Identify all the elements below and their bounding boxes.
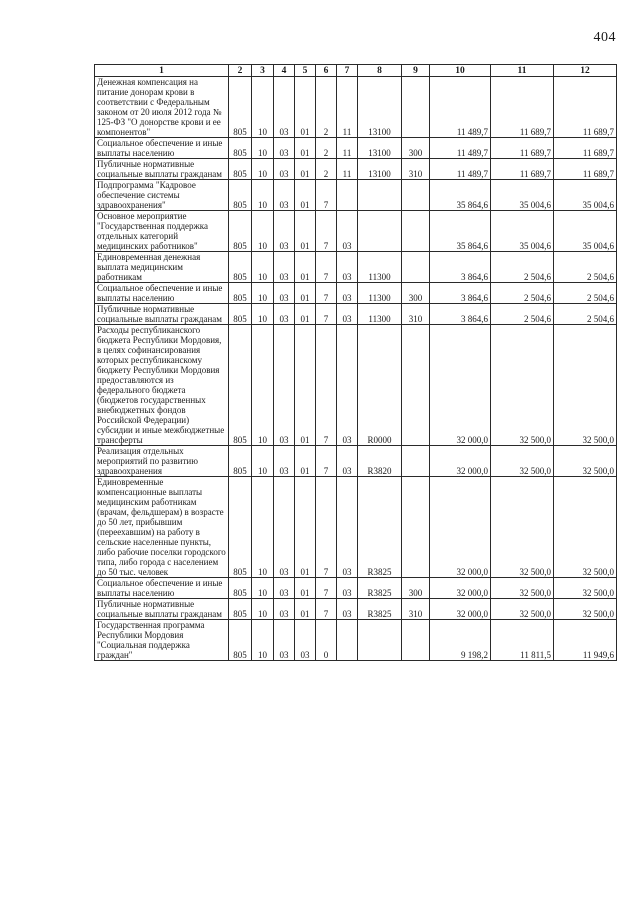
- cell-amount-year-2: 32 500,0: [491, 477, 554, 578]
- cell-amount-year-1: 11 489,7: [430, 77, 491, 138]
- cell-subprogram: 0: [316, 620, 337, 661]
- cell-event: 03: [337, 325, 358, 446]
- column-header-4: 4: [274, 65, 295, 77]
- table-row: [95, 159, 617, 180]
- cell-section: 10: [252, 578, 274, 599]
- budget-table: [94, 64, 617, 661]
- table-row: [95, 578, 617, 599]
- cell-amount-year-3: 35 004,6: [554, 180, 617, 211]
- column-header-10: 10: [430, 65, 491, 77]
- cell-amount-year-2: 11 689,7: [491, 159, 554, 180]
- cell-event: 03: [337, 446, 358, 477]
- cell-event: 11: [337, 159, 358, 180]
- cell-amount-year-3: 32 500,0: [554, 599, 617, 620]
- column-header-2: 2: [229, 65, 252, 77]
- cell-subsection: 03: [274, 325, 295, 446]
- column-header-3: 3: [252, 65, 274, 77]
- cell-expense-type: [402, 620, 430, 661]
- table-row: [95, 446, 617, 477]
- cell-amount-year-1: 35 864,6: [430, 180, 491, 211]
- cell-expense-type: [402, 252, 430, 283]
- cell-amount-year-1: 3 864,6: [430, 283, 491, 304]
- cell-event: 03: [337, 211, 358, 252]
- cell-expense-type: 300: [402, 578, 430, 599]
- cell-ved: 805: [229, 180, 252, 211]
- cell-amount-year-1: 3 864,6: [430, 252, 491, 283]
- cell-expense-type: 310: [402, 159, 430, 180]
- cell-program: 01: [295, 138, 316, 159]
- cell-subprogram: 7: [316, 446, 337, 477]
- cell-expense-type: 300: [402, 138, 430, 159]
- cell-ved: 805: [229, 159, 252, 180]
- cell-section: 10: [252, 304, 274, 325]
- cell-section: 10: [252, 159, 274, 180]
- cell-event: 03: [337, 599, 358, 620]
- cell-amount-year-2: 32 500,0: [491, 325, 554, 446]
- column-header-6: 6: [316, 65, 337, 77]
- cell-section: 10: [252, 477, 274, 578]
- column-header-9: 9: [402, 65, 430, 77]
- cell-event: 11: [337, 138, 358, 159]
- cell-subprogram: 2: [316, 138, 337, 159]
- cell-amount-year-2: 2 504,6: [491, 252, 554, 283]
- table-row: [95, 180, 617, 211]
- cell-subsection: 03: [274, 283, 295, 304]
- cell-expense-type: [402, 446, 430, 477]
- cell-ved: 805: [229, 477, 252, 578]
- cell-program: 01: [295, 283, 316, 304]
- cell-direction: 11300: [358, 252, 402, 283]
- cell-program: 01: [295, 599, 316, 620]
- cell-amount-year-3: 2 504,6: [554, 304, 617, 325]
- cell-subsection: 03: [274, 477, 295, 578]
- row-name: Единовременная денежная выплата медицинским работникам: [95, 252, 229, 283]
- cell-subsection: 03: [274, 180, 295, 211]
- cell-subsection: 03: [274, 77, 295, 138]
- cell-subsection: 03: [274, 578, 295, 599]
- cell-subprogram: 7: [316, 211, 337, 252]
- cell-section: 10: [252, 252, 274, 283]
- cell-subprogram: 7: [316, 599, 337, 620]
- cell-expense-type: [402, 477, 430, 578]
- cell-ved: 805: [229, 599, 252, 620]
- row-name: Публичные нормативные социальные выплаты гражданам: [95, 599, 229, 620]
- cell-amount-year-3: 11 949,6: [554, 620, 617, 661]
- cell-amount-year-2: 2 504,6: [491, 283, 554, 304]
- cell-event: 11: [337, 77, 358, 138]
- row-name: Социальное обеспечение и иные выплаты населению: [95, 138, 229, 159]
- cell-event: 03: [337, 477, 358, 578]
- column-header-11: 11: [491, 65, 554, 77]
- cell-program: 01: [295, 77, 316, 138]
- cell-amount-year-1: 11 489,7: [430, 138, 491, 159]
- cell-direction: [358, 620, 402, 661]
- cell-ved: 805: [229, 446, 252, 477]
- cell-subsection: 03: [274, 446, 295, 477]
- cell-direction: R3825: [358, 477, 402, 578]
- cell-amount-year-1: 35 864,6: [430, 211, 491, 252]
- cell-subsection: 03: [274, 620, 295, 661]
- cell-program: 01: [295, 180, 316, 211]
- cell-event: 03: [337, 283, 358, 304]
- cell-program: 01: [295, 304, 316, 325]
- cell-ved: 805: [229, 325, 252, 446]
- cell-ved: 805: [229, 138, 252, 159]
- cell-amount-year-3: 32 500,0: [554, 477, 617, 578]
- table-row: [95, 211, 617, 252]
- cell-amount-year-2: 11 811,5: [491, 620, 554, 661]
- row-name: Публичные нормативные социальные выплаты гражданам: [95, 159, 229, 180]
- table-body: [95, 77, 617, 661]
- cell-amount-year-3: 11 689,7: [554, 159, 617, 180]
- cell-amount-year-3: 11 689,7: [554, 138, 617, 159]
- cell-subprogram: 2: [316, 77, 337, 138]
- cell-expense-type: [402, 211, 430, 252]
- table-row: [95, 325, 617, 446]
- cell-expense-type: 310: [402, 304, 430, 325]
- cell-amount-year-1: 32 000,0: [430, 446, 491, 477]
- cell-amount-year-1: 32 000,0: [430, 599, 491, 620]
- table-row: [95, 477, 617, 578]
- cell-amount-year-2: 35 004,6: [491, 180, 554, 211]
- cell-amount-year-2: 32 500,0: [491, 578, 554, 599]
- cell-direction: 13100: [358, 159, 402, 180]
- cell-amount-year-3: 2 504,6: [554, 283, 617, 304]
- cell-amount-year-1: 32 000,0: [430, 325, 491, 446]
- cell-event: 03: [337, 578, 358, 599]
- column-header-7: 7: [337, 65, 358, 77]
- cell-amount-year-2: 2 504,6: [491, 304, 554, 325]
- cell-subprogram: 2: [316, 159, 337, 180]
- cell-section: 10: [252, 211, 274, 252]
- cell-direction: 13100: [358, 138, 402, 159]
- column-header-12: 12: [554, 65, 617, 77]
- table-row: [95, 620, 617, 661]
- cell-event: 03: [337, 304, 358, 325]
- cell-amount-year-3: 32 500,0: [554, 325, 617, 446]
- row-name: Расходы республиканского бюджета Республики Мордовия, в целях софинансирования которых республиканскому бюджету Республики Мордовия предоставляются из федерального бюджета (бюджетов государственных внебюджетных фондов Российской Федерации) субсидии и иные межбюджетные трансферты: [95, 325, 229, 446]
- cell-amount-year-3: 32 500,0: [554, 578, 617, 599]
- cell-section: 10: [252, 138, 274, 159]
- cell-program: 01: [295, 578, 316, 599]
- cell-amount-year-3: 2 504,6: [554, 252, 617, 283]
- cell-program: 01: [295, 477, 316, 578]
- table-header-row: [95, 65, 617, 77]
- cell-amount-year-2: 11 689,7: [491, 77, 554, 138]
- row-name: Единовременные компенсационные выплаты медицинским работникам (врачам, фельдшерам) в возрасте до 50 лет, прибывшим (переехавшим) на работу в сельские населенные пункты, либо рабочие поселки городского типа, либо города с населением до 50 тыс. человек: [95, 477, 229, 578]
- cell-amount-year-2: 32 500,0: [491, 599, 554, 620]
- cell-subprogram: 7: [316, 180, 337, 211]
- cell-program: 01: [295, 159, 316, 180]
- page-number: 404: [593, 30, 616, 45]
- cell-section: 10: [252, 620, 274, 661]
- cell-subsection: 03: [274, 599, 295, 620]
- cell-ved: 805: [229, 252, 252, 283]
- cell-direction: [358, 180, 402, 211]
- row-name: Денежная компенсация на питание донорам крови в соответствии с Федеральным законом от 20 июля 2012 года № 125-ФЗ "О донорстве крови и ее компонентов": [95, 77, 229, 138]
- cell-section: 10: [252, 599, 274, 620]
- cell-expense-type: 310: [402, 599, 430, 620]
- cell-ved: 805: [229, 283, 252, 304]
- cell-section: 10: [252, 180, 274, 211]
- cell-direction: R3825: [358, 599, 402, 620]
- row-name: Публичные нормативные социальные выплаты гражданам: [95, 304, 229, 325]
- cell-program: 01: [295, 325, 316, 446]
- row-name: Социальное обеспечение и иные выплаты населению: [95, 578, 229, 599]
- cell-ved: 805: [229, 620, 252, 661]
- cell-amount-year-1: 11 489,7: [430, 159, 491, 180]
- table-row: [95, 599, 617, 620]
- cell-program: 01: [295, 252, 316, 283]
- row-name: Социальное обеспечение и иные выплаты населению: [95, 283, 229, 304]
- cell-program: 03: [295, 620, 316, 661]
- cell-program: 01: [295, 446, 316, 477]
- row-name: Государственная программа Республики Мордовия "Социальная поддержка граждан": [95, 620, 229, 661]
- cell-subsection: 03: [274, 304, 295, 325]
- cell-direction: R3825: [358, 578, 402, 599]
- cell-amount-year-3: 32 500,0: [554, 446, 617, 477]
- cell-amount-year-2: 35 004,6: [491, 211, 554, 252]
- cell-event: 03: [337, 252, 358, 283]
- row-name: Подпрограмма "Кадровое обеспечение системы здравоохранения": [95, 180, 229, 211]
- cell-subprogram: 7: [316, 252, 337, 283]
- cell-section: 10: [252, 77, 274, 138]
- cell-ved: 805: [229, 304, 252, 325]
- cell-subprogram: 7: [316, 325, 337, 446]
- table-row: [95, 77, 617, 138]
- cell-section: 10: [252, 283, 274, 304]
- cell-subprogram: 7: [316, 304, 337, 325]
- row-name: Основное мероприятие "Государственная поддержка отдельных категорий медицинских работников": [95, 211, 229, 252]
- cell-expense-type: [402, 77, 430, 138]
- cell-ved: 805: [229, 578, 252, 599]
- table-row: [95, 138, 617, 159]
- cell-direction: R3820: [358, 446, 402, 477]
- cell-ved: 805: [229, 77, 252, 138]
- table-row: [95, 252, 617, 283]
- cell-section: 10: [252, 446, 274, 477]
- cell-direction: 11300: [358, 283, 402, 304]
- cell-expense-type: [402, 325, 430, 446]
- cell-subsection: 03: [274, 138, 295, 159]
- table-row: [95, 304, 617, 325]
- cell-event: [337, 180, 358, 211]
- cell-ved: 805: [229, 211, 252, 252]
- cell-subprogram: 7: [316, 578, 337, 599]
- column-header-5: 5: [295, 65, 316, 77]
- cell-expense-type: [402, 180, 430, 211]
- cell-amount-year-3: 35 004,6: [554, 211, 617, 252]
- cell-amount-year-1: 9 198,2: [430, 620, 491, 661]
- cell-direction: [358, 211, 402, 252]
- cell-subsection: 03: [274, 159, 295, 180]
- row-name: Реализация отдельных мероприятий по развитию здравоохранения: [95, 446, 229, 477]
- cell-section: 10: [252, 325, 274, 446]
- cell-direction: 11300: [358, 304, 402, 325]
- table-row: [95, 283, 617, 304]
- cell-event: [337, 620, 358, 661]
- cell-subsection: 03: [274, 211, 295, 252]
- cell-amount-year-2: 11 689,7: [491, 138, 554, 159]
- cell-amount-year-3: 11 689,7: [554, 77, 617, 138]
- cell-amount-year-1: 3 864,6: [430, 304, 491, 325]
- cell-amount-year-1: 32 000,0: [430, 578, 491, 599]
- cell-direction: 13100: [358, 77, 402, 138]
- cell-expense-type: 300: [402, 283, 430, 304]
- cell-subsection: 03: [274, 252, 295, 283]
- cell-subprogram: 7: [316, 283, 337, 304]
- cell-program: 01: [295, 211, 316, 252]
- column-header-8: 8: [358, 65, 402, 77]
- cell-direction: R0000: [358, 325, 402, 446]
- cell-subprogram: 7: [316, 477, 337, 578]
- cell-amount-year-2: 32 500,0: [491, 446, 554, 477]
- cell-amount-year-1: 32 000,0: [430, 477, 491, 578]
- column-header-1: 1: [95, 65, 229, 77]
